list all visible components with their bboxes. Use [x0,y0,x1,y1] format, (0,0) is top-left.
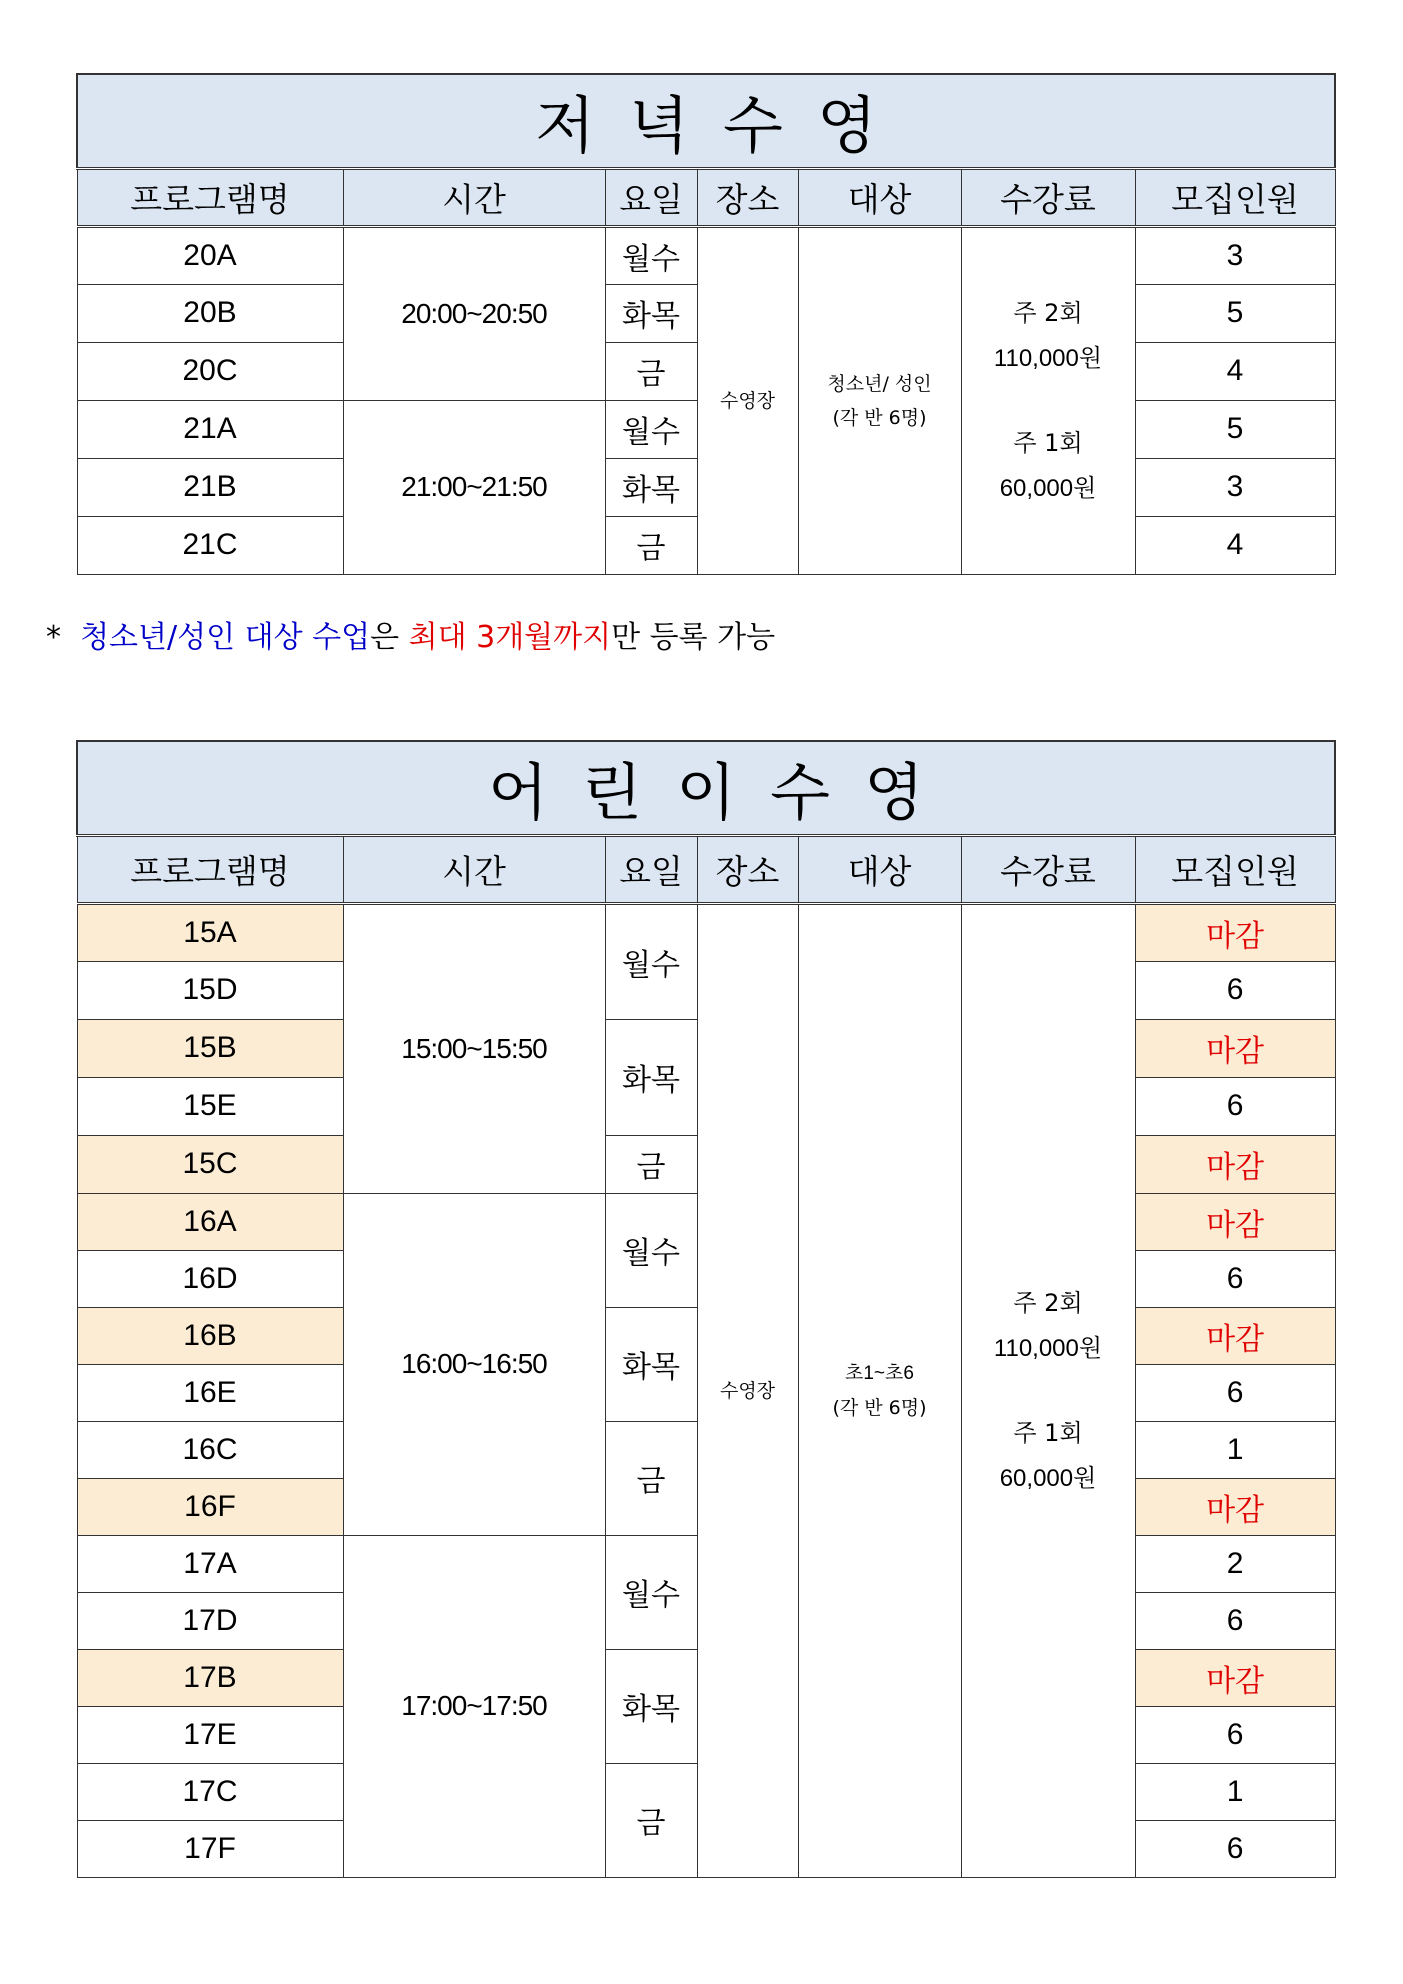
count-cell: 5 [1135,400,1335,458]
place-cell: 수영장 [697,226,798,574]
count-cell: 마감 [1135,1649,1335,1706]
header-day: 요일 [605,168,697,226]
day-cell: 월수 [605,1193,697,1307]
count-cell: 마감 [1135,1019,1335,1077]
program-cell: 16B [77,1307,343,1364]
day-cell: 금 [605,342,697,400]
count-cell: 6 [1135,961,1335,1019]
fee-cell: 주 2회 110,000원 주 1회 60,000원 [961,226,1135,574]
evening-title: 저녁수영 [77,74,1335,168]
header-count: 모집인원 [1135,168,1335,226]
header-place: 장소 [697,168,798,226]
program-cell: 16E [77,1364,343,1421]
time-cell: 16:00~16:50 [343,1193,605,1535]
day-cell: 화목 [605,1649,697,1763]
count-cell: 3 [1135,458,1335,516]
count-cell: 4 [1135,342,1335,400]
header-program: 프로그램명 [77,168,343,226]
header-target: 대상 [798,835,961,903]
program-cell: 21B [77,458,343,516]
place-cell: 수영장 [697,903,798,1877]
count-cell: 6 [1135,1706,1335,1763]
program-cell: 15B [77,1019,343,1077]
count-cell: 6 [1135,1250,1335,1307]
program-cell: 15D [77,961,343,1019]
count-cell: 6 [1135,1820,1335,1877]
kids-schedule-table [76,740,1336,1878]
time-cell: 17:00~17:50 [343,1535,605,1877]
day-cell: 화목 [605,1307,697,1421]
target-cell: 청소년/ 성인 (각 반 6명) [798,226,961,574]
day-cell: 금 [605,1135,697,1193]
day-cell: 월수 [605,1535,697,1649]
program-cell: 21A [77,400,343,458]
count-cell: 2 [1135,1535,1335,1592]
target-cell: 초1~초6 (각 반 6명) [798,903,961,1877]
count-cell: 마감 [1135,1307,1335,1364]
day-cell: 화목 [605,458,697,516]
count-cell: 5 [1135,284,1335,342]
header-fee: 수강료 [961,168,1135,226]
program-cell: 17F [77,1820,343,1877]
program-cell: 16C [77,1421,343,1478]
evening-schedule-table [76,73,1336,575]
table-row [77,903,1335,961]
count-cell: 4 [1135,516,1335,574]
program-cell: 20B [77,284,343,342]
count-cell: 마감 [1135,1478,1335,1535]
day-cell: 월수 [605,226,697,284]
kids-title: 어린이수영 [77,741,1335,835]
registration-note: * 청소년/성인 대상 수업은 최대 3개월까지만 등록 가능 [46,620,776,655]
day-cell: 화목 [605,284,697,342]
time-cell: 20:00~20:50 [343,226,605,400]
count-cell: 3 [1135,226,1335,284]
header-fee: 수강료 [961,835,1135,903]
program-cell: 17C [77,1763,343,1820]
count-cell: 6 [1135,1077,1335,1135]
count-cell: 1 [1135,1421,1335,1478]
evening-header-row [77,168,1335,226]
program-cell: 20C [77,342,343,400]
count-cell: 마감 [1135,903,1335,961]
program-cell: 17A [77,1535,343,1592]
program-cell: 15C [77,1135,343,1193]
header-day: 요일 [605,835,697,903]
program-cell: 16A [77,1193,343,1250]
time-cell: 21:00~21:50 [343,400,605,574]
header-count: 모집인원 [1135,835,1335,903]
program-cell: 20A [77,226,343,284]
header-time: 시간 [343,168,605,226]
day-cell: 금 [605,1421,697,1535]
program-cell: 21C [77,516,343,574]
program-cell: 17E [77,1706,343,1763]
program-cell: 16F [77,1478,343,1535]
header-program: 프로그램명 [77,835,343,903]
header-place: 장소 [697,835,798,903]
count-cell: 마감 [1135,1135,1335,1193]
header-target: 대상 [798,168,961,226]
count-cell: 6 [1135,1592,1335,1649]
day-cell: 월수 [605,400,697,458]
program-cell: 15A [77,903,343,961]
kids-header-row [77,835,1335,903]
count-cell: 마감 [1135,1193,1335,1250]
program-cell: 16D [77,1250,343,1307]
count-cell: 1 [1135,1763,1335,1820]
day-cell: 월수 [605,903,697,1019]
table-row [77,226,1335,284]
time-cell: 15:00~15:50 [343,903,605,1193]
program-cell: 17B [77,1649,343,1706]
program-cell: 15E [77,1077,343,1135]
day-cell: 금 [605,516,697,574]
day-cell: 금 [605,1763,697,1877]
fee-cell: 주 2회 110,000원 주 1회 60,000원 [961,903,1135,1877]
program-cell: 17D [77,1592,343,1649]
header-time: 시간 [343,835,605,903]
count-cell: 6 [1135,1364,1335,1421]
day-cell: 화목 [605,1019,697,1135]
